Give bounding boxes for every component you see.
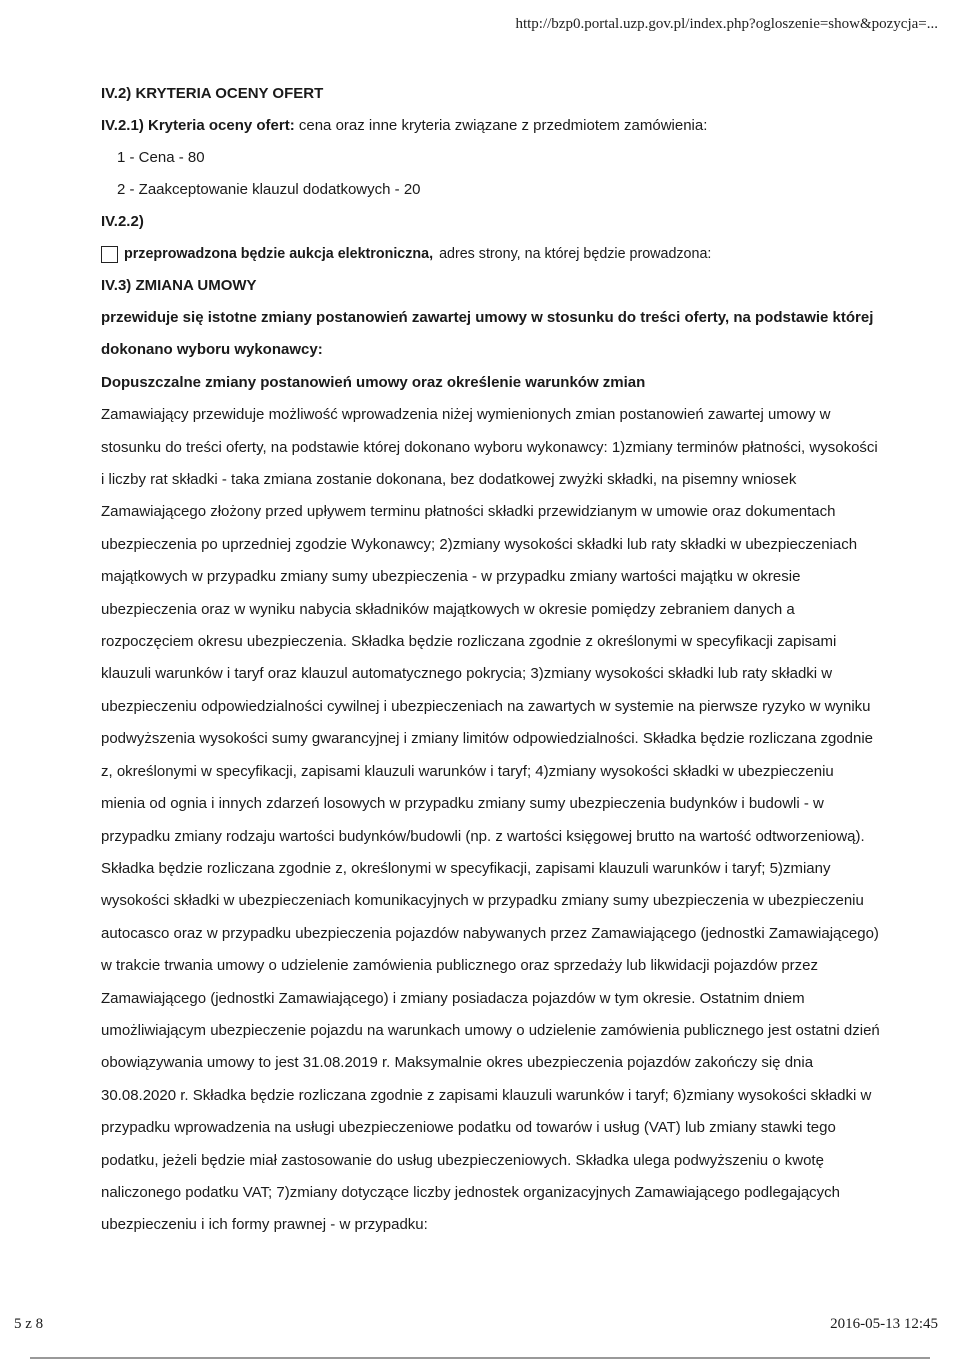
criteria-bold: Kryteria oceny ofert:: [147, 117, 295, 134]
document-body: [101, 78, 881, 1242]
auction-label: IV.2.2): [101, 213, 144, 230]
criteria-heading: [101, 110, 881, 142]
auction-line: [101, 238, 881, 270]
section-title-iv2: IV.2) KRYTERIA OCENY OFERT: [101, 85, 324, 102]
criterion-1: 1 - Cena - 80: [117, 149, 205, 166]
bottom-rule: [30, 1357, 930, 1359]
contract-change-subheading: Dopuszczalne zmiany postanowień umowy oraz określenie warunków zmian: [101, 373, 646, 391]
contract-change-body: Zamawiający przewiduje możliwość wprowadzenia niżej wymienionych zmian postanowień zawartej umowy w stosunku do treści oferty, na podstawie której dokonano wyboru wykonawcy: 1)zmiany terminów płatności, wysokości i liczby rat składki - taka zmiana zostanie dokonana, bez dodatkowej zwyżki składki, na pisemny wniosek Zamawiającego złożony przed upływem terminu płatności składki przewidzianym w umowie oraz dokumentach ubezpieczenia po uprzedniej zgodzie Wykonawcy; 2)zmiany wysokości składki lub raty składki w ubezpieczeniach majątkowych w przypadku zmiany sumy ubezpieczenia - w przypadku zmiany wartości majątku w okresie ubezpieczenia oraz w wyniku nabycia składników majątkowych w okresie pomiędzy zebraniem danych a rozpoczęciem okresu ubezpieczenia. Składka będzie rozliczana zgodnie z określonymi w specyfikacji zapisami klauzuli warunków i taryf oraz klauzul automatycznego pokrycia; 3)zmiany wysokości składki lub raty składki w ubezpieczeniu odpowiedzialności cywilnej i ubezpieczeniach na zawartych w systemie na pierwsze ryzyko w wyniku podwyższenia wysokości sumy gwarancyjnej i zmiany limitów odpowiedzialności. Składka będzie rozliczana zgodnie z, określonymi w specyfikacji, zapisami klauzuli warunków i taryf; 4)zmiany wysokości składki w ubezpieczeniu mienia od ognia i innych zdarzeń losowych w przypadku zmiany sumy ubezpieczenia budynków i budowli - w przypadku zmiany rodzaju wartości budynków/budowli (np. z wartości księgowej brutto na wartość odtworzeniową). Składka będzie rozliczana zgodnie z, określonymi w specyfikacji, zapisami klauzuli warunków i taryf; 5)zmiany wysokości składki w ubezpieczeniach komunikacyjnych w przypadku zmiany sumy ubezpieczenia w ubezpieczeniu autocasco oraz w przypadku ubezpieczenia pojazdów nabywanych przez Zamawiającego (jednostki Zamawiającego) w trakcie trwania umowy o udzielenie zamówienia publicznego oraz sprzedaży lub likwidacji pojazdów przez Zamawiającego (jednostki Zamawiającego) i zmiany posiadacza pojazdów w tym okresie. Ostatnim dniem umożliwiającym ubezpieczenie pojazdu na warunkach umowy o udzielenie zamówienia publicznego jest ostatni dzień obowiązywania umowy to jest 31.08.2019 r. Maksymalnie okres ubezpieczenia pojazdów zakończy się dnia 30.08.2020 r. Składka będzie rozliczana zgodnie z zapisami klauzuli warunków i taryf; 6)zmiany wysokości składki w przypadku wprowadzenia na usługi ubezpieczeniowe podatku od towarów i usług (VAT) lub zmiany stawki tego podatku, jeżeli będzie miał zastosowanie do usług ubezpieczeniowych. Składka ulega podwyższeniu o kwotę naliczonego podatku VAT; 7)zmiany dotyczące liczby jednostek organizacyjnych Zamawiającego podlegających ubezpieczeniu i ich formy prawnej - w przypadku:: [101, 406, 880, 1234]
auction-text: adres strony, na której będzie prowadzona:: [439, 246, 712, 262]
auction-checkbox[interactable]: [101, 246, 118, 263]
page-number: 5 z 8: [14, 1316, 44, 1332]
print-datetime: 2016-05-13 12:45: [830, 1316, 938, 1332]
criterion-2: 2 - Zaakceptowanie klauzul dodatkowych - 20: [117, 181, 421, 198]
contract-change-intro: przewiduje się istotne zmiany postanowień zawartej umowy w stosunku do treści oferty, na podstawie której dokonano wyboru wykonawcy:: [101, 309, 874, 359]
auction-bold: przeprowadzona będzie aukcja elektroniczna,: [124, 246, 434, 262]
criteria-text: cena oraz inne kryteria związane z przedmiotem zamówienia:: [298, 117, 708, 134]
section-title-iv3: IV.3) ZMIANA UMOWY: [101, 277, 257, 294]
page-url: http://bzp0.portal.uzp.gov.pl/index.php?ogloszenie=show&pozycja=...: [515, 16, 938, 32]
criteria-label: IV.2.1): [101, 117, 144, 134]
